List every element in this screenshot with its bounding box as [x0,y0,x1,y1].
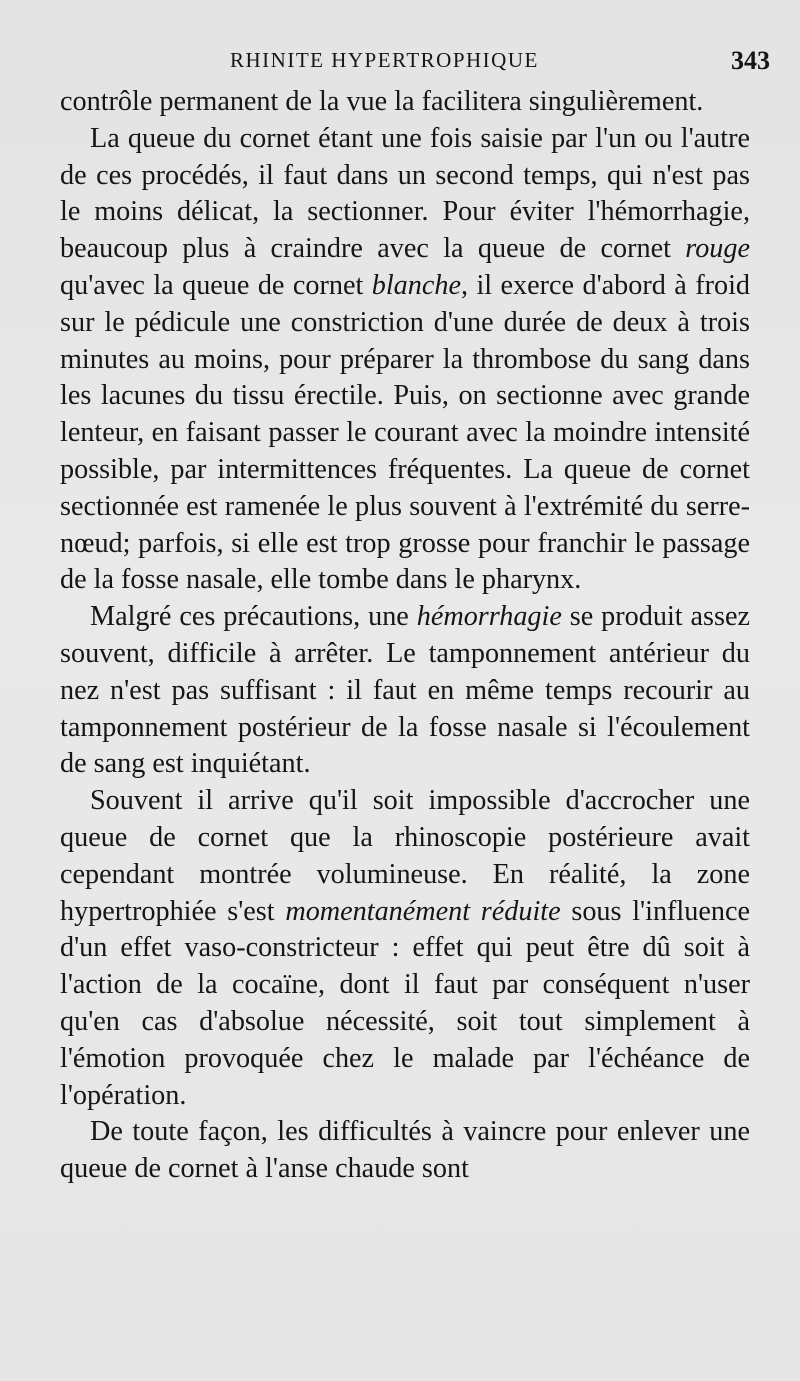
paragraph-text: sous l'influence d'un effet vaso-constricteur : effet qui peut être dû soit à l'action de la cocaïne, dont il faut par conséquent n'user qu'en cas d'absolue nécessité, soit tout simplement à l'émotion provoquée chez le malade par l'échéance de l'opération. [60,895,750,1111]
paragraph-text: qu'avec la queue de cornet [60,269,372,301]
italic-term: momentanément réduite [285,895,561,927]
paragraph-text: La queue du cornet étant une fois saisie par l'un ou l'autre de ces procédés, il faut dans un second temps, qui n'est pas le moins délicat, la sectionner. Pour éviter l'hémorrhagie, beaucoup plus à craindre avec la queue de cornet [60,122,750,265]
paragraph-text: se produit assez souvent, difficile à arrêter. Le tamponnement antérieur du nez n'est pas suffisant : il faut en même temps recourir au tamponnement postérieur de la fosse nasale si l'écoulement de sang est inquiétant. [60,601,750,780]
paragraph-text: contrôle permanent de la vue la facilitera singulièrement. [60,86,704,117]
paragraph-text: , il exerce d'abord à froid sur le pédicule une constriction d'une durée de deux à trois minutes au moins, pour préparer la thrombose du sang dans les lacunes du tissu érectile. Puis, on sectionne avec grande lenteur, en faisant passer le courant avec la moindre intensité possible, par intermittences fréquentes. La queue de cornet sectionnée est ramenée le plus souvent à l'extrémité du serre-nœud; parfois, si elle est trop grosse pour franchir le passage de la fosse nasale, elle tombe dans le pharynx. [60,269,751,596]
page-header [58,40,770,80]
paragraph [60,599,750,783]
paragraph-text: Malgré ces précautions, une [90,601,417,633]
running-head: RHINITE HYPERTROPHIQUE [230,48,539,72]
italic-term: rouge [685,233,750,265]
paragraph-text: De toute façon, les difficultés à vaincre pour enlever une queue de cornet à l'anse chaude sont [60,1116,750,1185]
paragraph [60,1114,750,1188]
page-number: 343 [731,46,770,75]
paragraph [60,783,750,1114]
paragraph-text: Souvent il arrive qu'il soit impossible d'accrocher une queue de cornet que la rhinoscopie postérieure avait cependant montrée volumineuse. En réalité, la zone hypertrophiée s'est [60,785,750,927]
paragraph [60,84,750,121]
body-text [60,84,750,1188]
italic-term: hémorrhagie [416,601,562,633]
paragraph [60,121,750,599]
italic-term: blanche [371,269,461,301]
